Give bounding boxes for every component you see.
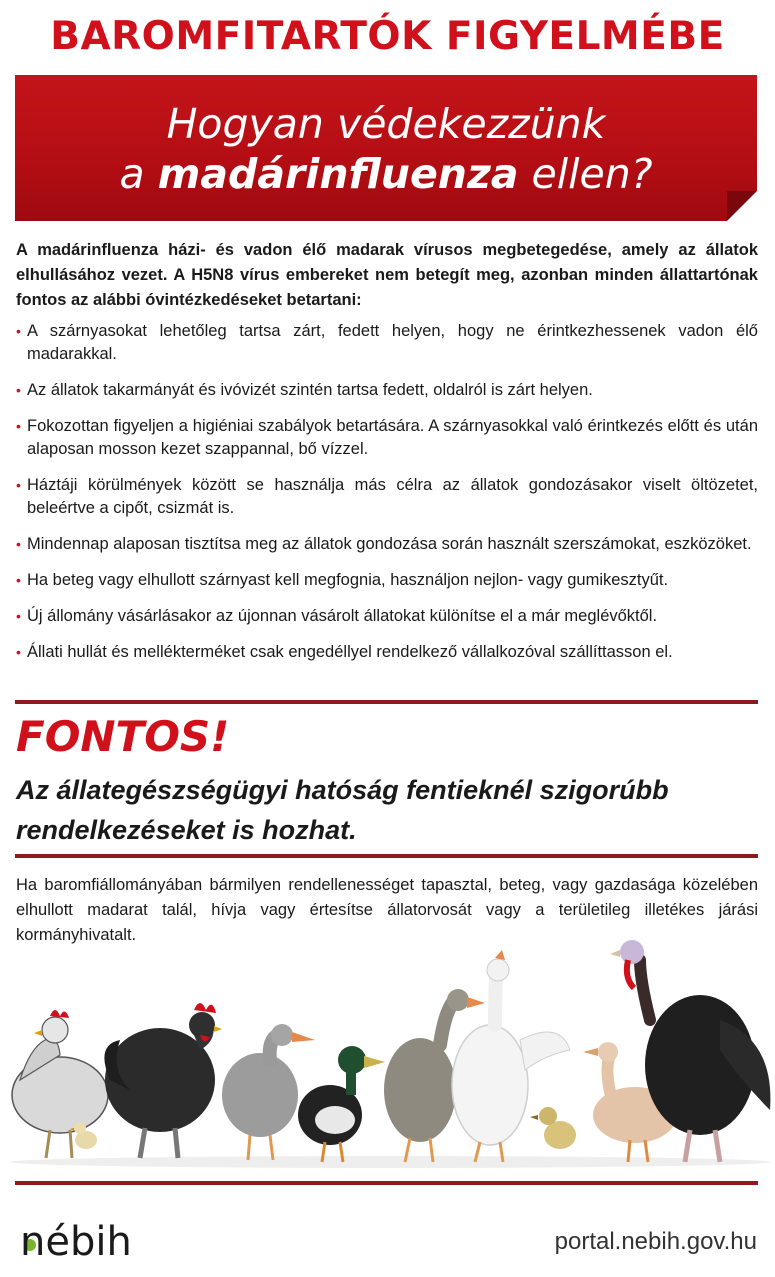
bullet-icon: •	[16, 644, 21, 660]
banner-line-2-post: ellen?	[518, 150, 653, 198]
page-title: BAROMFITARTÓK FIGYELMÉBE	[50, 14, 725, 59]
list-item	[16, 641, 758, 664]
banner-line-2-bold: madárinfluenza	[157, 150, 519, 198]
nebih-logo	[16, 1205, 196, 1265]
list-item-text: Háztáji körülmények között se használja más célra az állatok gondozásakor viselt öltözetet, beleértve a cipőt, csizmát is.	[27, 476, 758, 517]
bullet-icon: •	[16, 608, 21, 624]
important-text: Az állategészségügyi hatóság fentieknél szigorúbb rendelkezéseket is hozhat.	[16, 775, 669, 845]
list-item-text: Fokozottan figyeljen a higiéniai szabályok betartására. A szárnyasokkal való érintkezés előtt és után alaposan mosson kezet szappannal, bő vízzel.	[27, 417, 758, 458]
bullet-icon: •	[16, 418, 21, 434]
duck-icon	[298, 1046, 385, 1162]
banner-corner-fold	[727, 191, 757, 221]
list-item	[16, 379, 758, 402]
list-item	[16, 415, 758, 461]
headline-banner	[15, 75, 757, 221]
bullet-icon: •	[16, 477, 21, 493]
duckling-icon	[530, 1107, 576, 1149]
list-item-text: Ha beteg vagy elhullott szárnyast kell megfognia, használjon nejlon- vagy gumikesztyűt.	[27, 571, 669, 589]
list-item	[16, 474, 758, 520]
bullet-icon: •	[16, 323, 21, 339]
list-item-text: Új állomány vásárlásakor az újonnan vásárolt állatokat különítse el a már meglévőktől.	[27, 607, 658, 625]
banner-line-2-pre: a	[119, 150, 158, 198]
portal-link[interactable]: portal.nebih.gov.hu	[554, 1228, 757, 1255]
rooster-icon	[104, 1003, 222, 1158]
list-item	[16, 320, 758, 366]
bullet-icon: •	[16, 536, 21, 552]
bullet-icon: •	[16, 382, 21, 398]
important-heading: FONTOS!	[16, 712, 230, 761]
banner-line-1: Hogyan védekezzünk	[166, 100, 606, 148]
banner-headline	[15, 99, 757, 199]
closing-paragraph: Ha baromfiállományában bármilyen rendellenességet tapasztal, beteg, vagy gazdasága közelében elhullott madarat talál, hívja vagy értesítse állatorvosát vagy a területileg illetékes járási kormányhivatalt.	[16, 876, 758, 944]
bullet-icon: •	[16, 572, 21, 588]
list-item	[16, 605, 758, 628]
list-item-text: A szárnyasokat lehetőleg tartsa zárt, fedett helyen, hogy ne érintkezhessenek vadon élő madarakkal.	[27, 322, 758, 363]
divider-middle	[15, 854, 758, 858]
divider-top	[15, 700, 758, 704]
precaution-list	[16, 320, 758, 677]
logo-text: nébih	[20, 1219, 132, 1265]
list-item	[16, 533, 758, 556]
list-item	[16, 569, 758, 592]
list-item-text: Az állatok takarmányát és ivóvizét szintén tartsa fedett, oldalról is zárt helyen.	[27, 381, 593, 399]
list-item-text: Mindennap alaposan tisztítsa meg az állatok gondozása során használt szerszámokat, eszközöket.	[27, 535, 752, 553]
poultry-illustration	[0, 930, 775, 1175]
banner-line-2	[15, 149, 757, 199]
intro-paragraph: A madárinfluenza házi- és vadon élő madarak vírusos megbetegedése, amely az állatok elhullásához vezet. A H5N8 vírus embereket nem betegít meg, azonban minden állattartónak fontos az alábbi óvintézkedéseket betartani:	[16, 241, 758, 309]
goose-icon	[222, 1024, 315, 1160]
list-item-text: Állati hullát és mellékterméket csak engedéllyel rendelkező vállalkozóval szállíttasson el.	[27, 643, 673, 661]
divider-bottom	[15, 1181, 758, 1185]
